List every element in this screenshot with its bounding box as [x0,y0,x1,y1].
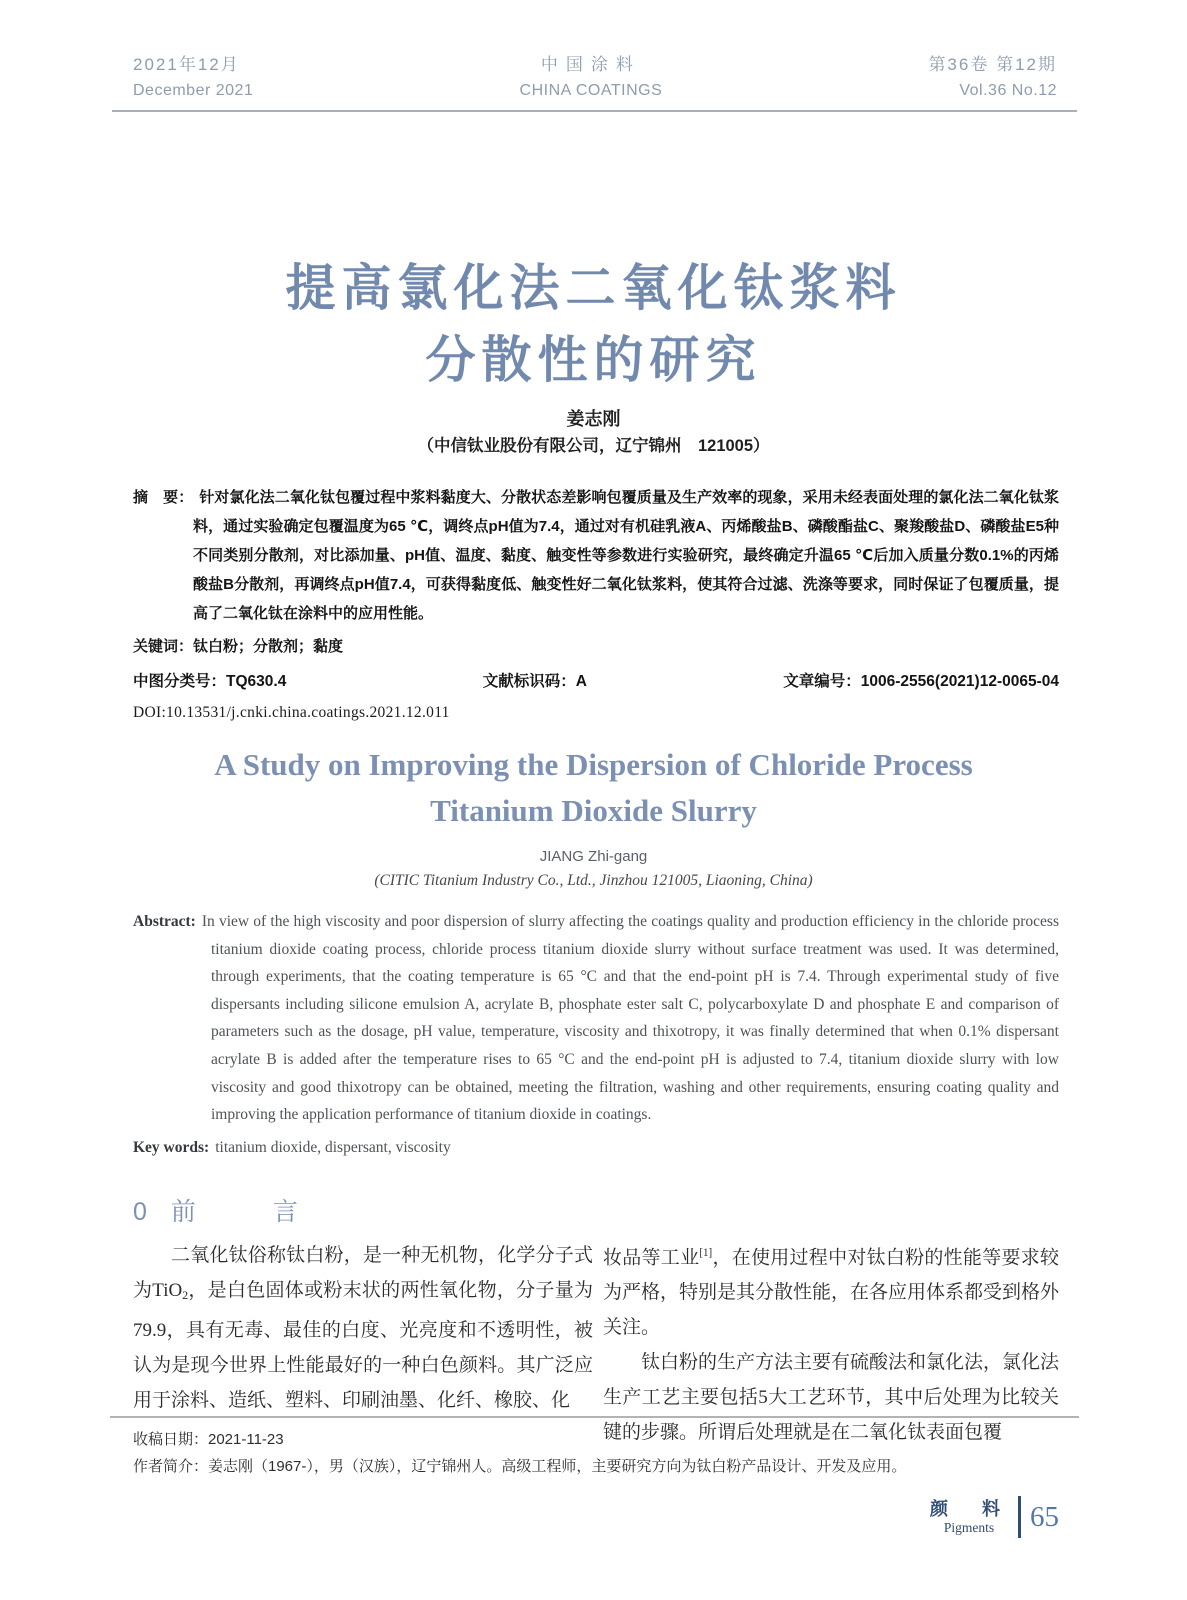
body-column-left [133,1196,593,1418]
article-id: 文章编号：1006-2556(2021)12-0065-04 [783,673,1059,690]
section-heading-0 [133,1196,593,1228]
column-name-cn: 颜 料 [930,1499,1008,1519]
column-name-en: Pigments [943,1520,995,1535]
abstract-cn-text: 针对氯化法二氧化钛包覆过程中浆料黏度大、分散状态差影响包覆质量及生产效率的现象，采用未经表面处理的氯化法二氧化钛浆料，通过实验确定包覆温度为65 ℃，调终点pH值为7.4，通过对有机硅乳液A、丙烯酸盐B、磷酸酯盐C、聚羧酸盐D、磷酸盐E5种不同类别分散剂，对比添加量、pH值、温度、黏度、触变性等参数进行实验研究，最终确定升温65 ℃后加入质量分数0.1%的丙烯酸盐B分散剂，再调终点pH值7.4，可获得黏度低、触变性好二氧化钛浆料，使其符合过滤、洗涤等要求，同时保证了包覆质量，提高了二氧化钛在涂料中的应用性能。 [193,489,1059,622]
author-bio: 作者简介：姜志刚（1967-），男（汉族），辽宁锦州人。高级工程师，主要研究方向为钛白粉产品设计、开发及应用。 [133,1458,907,1475]
header-divider [112,110,1077,112]
doi: DOI:10.13531/j.cnki.china.coatings.2021.12.011 [133,704,450,721]
keywords-cn: 关键词：钛白粉；分散剂；黏度 [133,638,344,655]
citation-1-marker: [1] [699,1247,713,1259]
abstract-en [133,908,1059,1129]
article-title-en-line1: A Study on Improving the Dispersion of Chloride Process [214,747,973,782]
section-title: 前 言 [170,1198,324,1226]
author-cn: 姜志刚 [566,409,621,429]
header-issue-date [133,52,253,104]
header-journal-name [520,52,663,104]
keywords-en-text: titanium dioxide, dispersant, viscosity [215,1138,451,1156]
author-en: JIANG Zhi-gang [539,848,648,865]
volume-issue-en: Vol.36 No.12 [959,82,1057,99]
body-paragraph-1-text: 二氧化钛俗称钛白粉，是一种无机物，化学分子式为TiO [133,1245,593,1301]
abstract-cn [133,483,1059,628]
footer-vertical-bar [1018,1496,1021,1538]
journal-name-cn: 中国涂料 [540,55,641,74]
body-column-right [603,1196,1059,1450]
affiliation-cn: （中信钛业股份有限公司，辽宁锦州 121005） [417,437,770,455]
front-matter-en [133,908,1059,1157]
clc-number: 中图分类号：TQ630.4 [133,673,287,690]
issue-date-en: December 2021 [133,82,254,99]
footnote-divider [110,1416,1079,1418]
article-title-cn-line2: 分散性的研究 [425,332,762,388]
keywords-en-label: Key words: [133,1138,210,1156]
classification-row [133,669,1059,691]
body-paragraph-1 [133,1238,593,1418]
issue-date-cn: 2021年12月 [133,55,240,74]
body-paragraph-2: 钛白粉的生产方法主要有硫酸法和氯化法，氯化法生产工艺主要包括5大工艺环节，其中后处理为比较关键的步骤。所谓后处理就是在二氧化钛表面包覆 [603,1352,1060,1444]
body-paragraph-1-continued-text: 妆品等工业 [603,1247,700,1269]
journal-header [133,52,1057,104]
body-paragraph-1-continued [603,1236,1059,1345]
abstract-en-label: Abstract: [133,913,196,930]
affiliation-en: (CITIC Titanium Industry Co., Ltd., Jinzhou 121005, Liaoning, China) [374,872,813,889]
abstract-cn-label: 摘 要： [133,489,194,506]
header-volume-issue [928,52,1057,104]
received-date: 收稿日期：2021-11-23 [133,1431,284,1448]
column-name [930,1498,1008,1536]
abstract-en-text: In view of the high viscosity and poor dispersion of slurry affecting the coatings quality and production efficiency in the chloride process titanium dioxide coating process, chloride process titanium dioxide slurry without surface treatment was used. It was determined, through experiments, that the coating temperature is 65 °C and that the end-point pH is 7.4. Through experimental study of five dispersants including silicone emulsion A, acrylate B, phosphate ester salt C, polycarboxylate D and phosphate E and comparison of parameters such as the dosage, pH value, temperature, viscosity and thixotropy, it was finally determined that when 0.1% dispersant acrylate B is added after the temperature rises to 65 °C and the end-point pH is adjusted to 7.4, titanium dioxide slurry with low viscosity and good thixotropy can be obtained, meeting the filtration, washing and other requirements, ensuring coating quality and improving the application performance of titanium dioxide in coatings. [201,913,1059,1124]
body-paragraph-1-continued-cont: ，在使用过程中对钛白粉的性能等要求较为严格，特别是其分散性能，在各应用体系都受到格外关注。 [603,1247,1060,1339]
article-title-cn-line1: 提高氯化法二氧化钛浆料 [285,260,902,316]
body-paragraph-1-cont: ，是白色固体或粉末状的两性氧化物，分子量为79.9，具有无毒、最佳的白度、光亮度和不透明性，被认为是现今世界上性能最好的一种白色颜料。其广泛应用于涂料、造纸、塑料、印刷油墨、化纤、橡胶、化 [133,1280,593,1411]
tio2-subscript: 2 [182,1288,189,1302]
page-number: 65 [1030,1500,1059,1533]
volume-issue-cn: 第36卷 第12期 [928,55,1057,74]
document-code: 文献标识码：A [482,673,587,690]
keywords-en [133,1139,1059,1157]
article-title-en-line2: Titanium Dioxide Slurry [430,793,757,828]
page-footer-mark [930,1496,1059,1538]
section-number: 0 [133,1198,149,1226]
front-matter-cn [133,483,1059,722]
article-title-en [0,742,1187,834]
article-title-cn [0,252,1187,396]
journal-name-en: CHINA COATINGS [519,82,663,99]
